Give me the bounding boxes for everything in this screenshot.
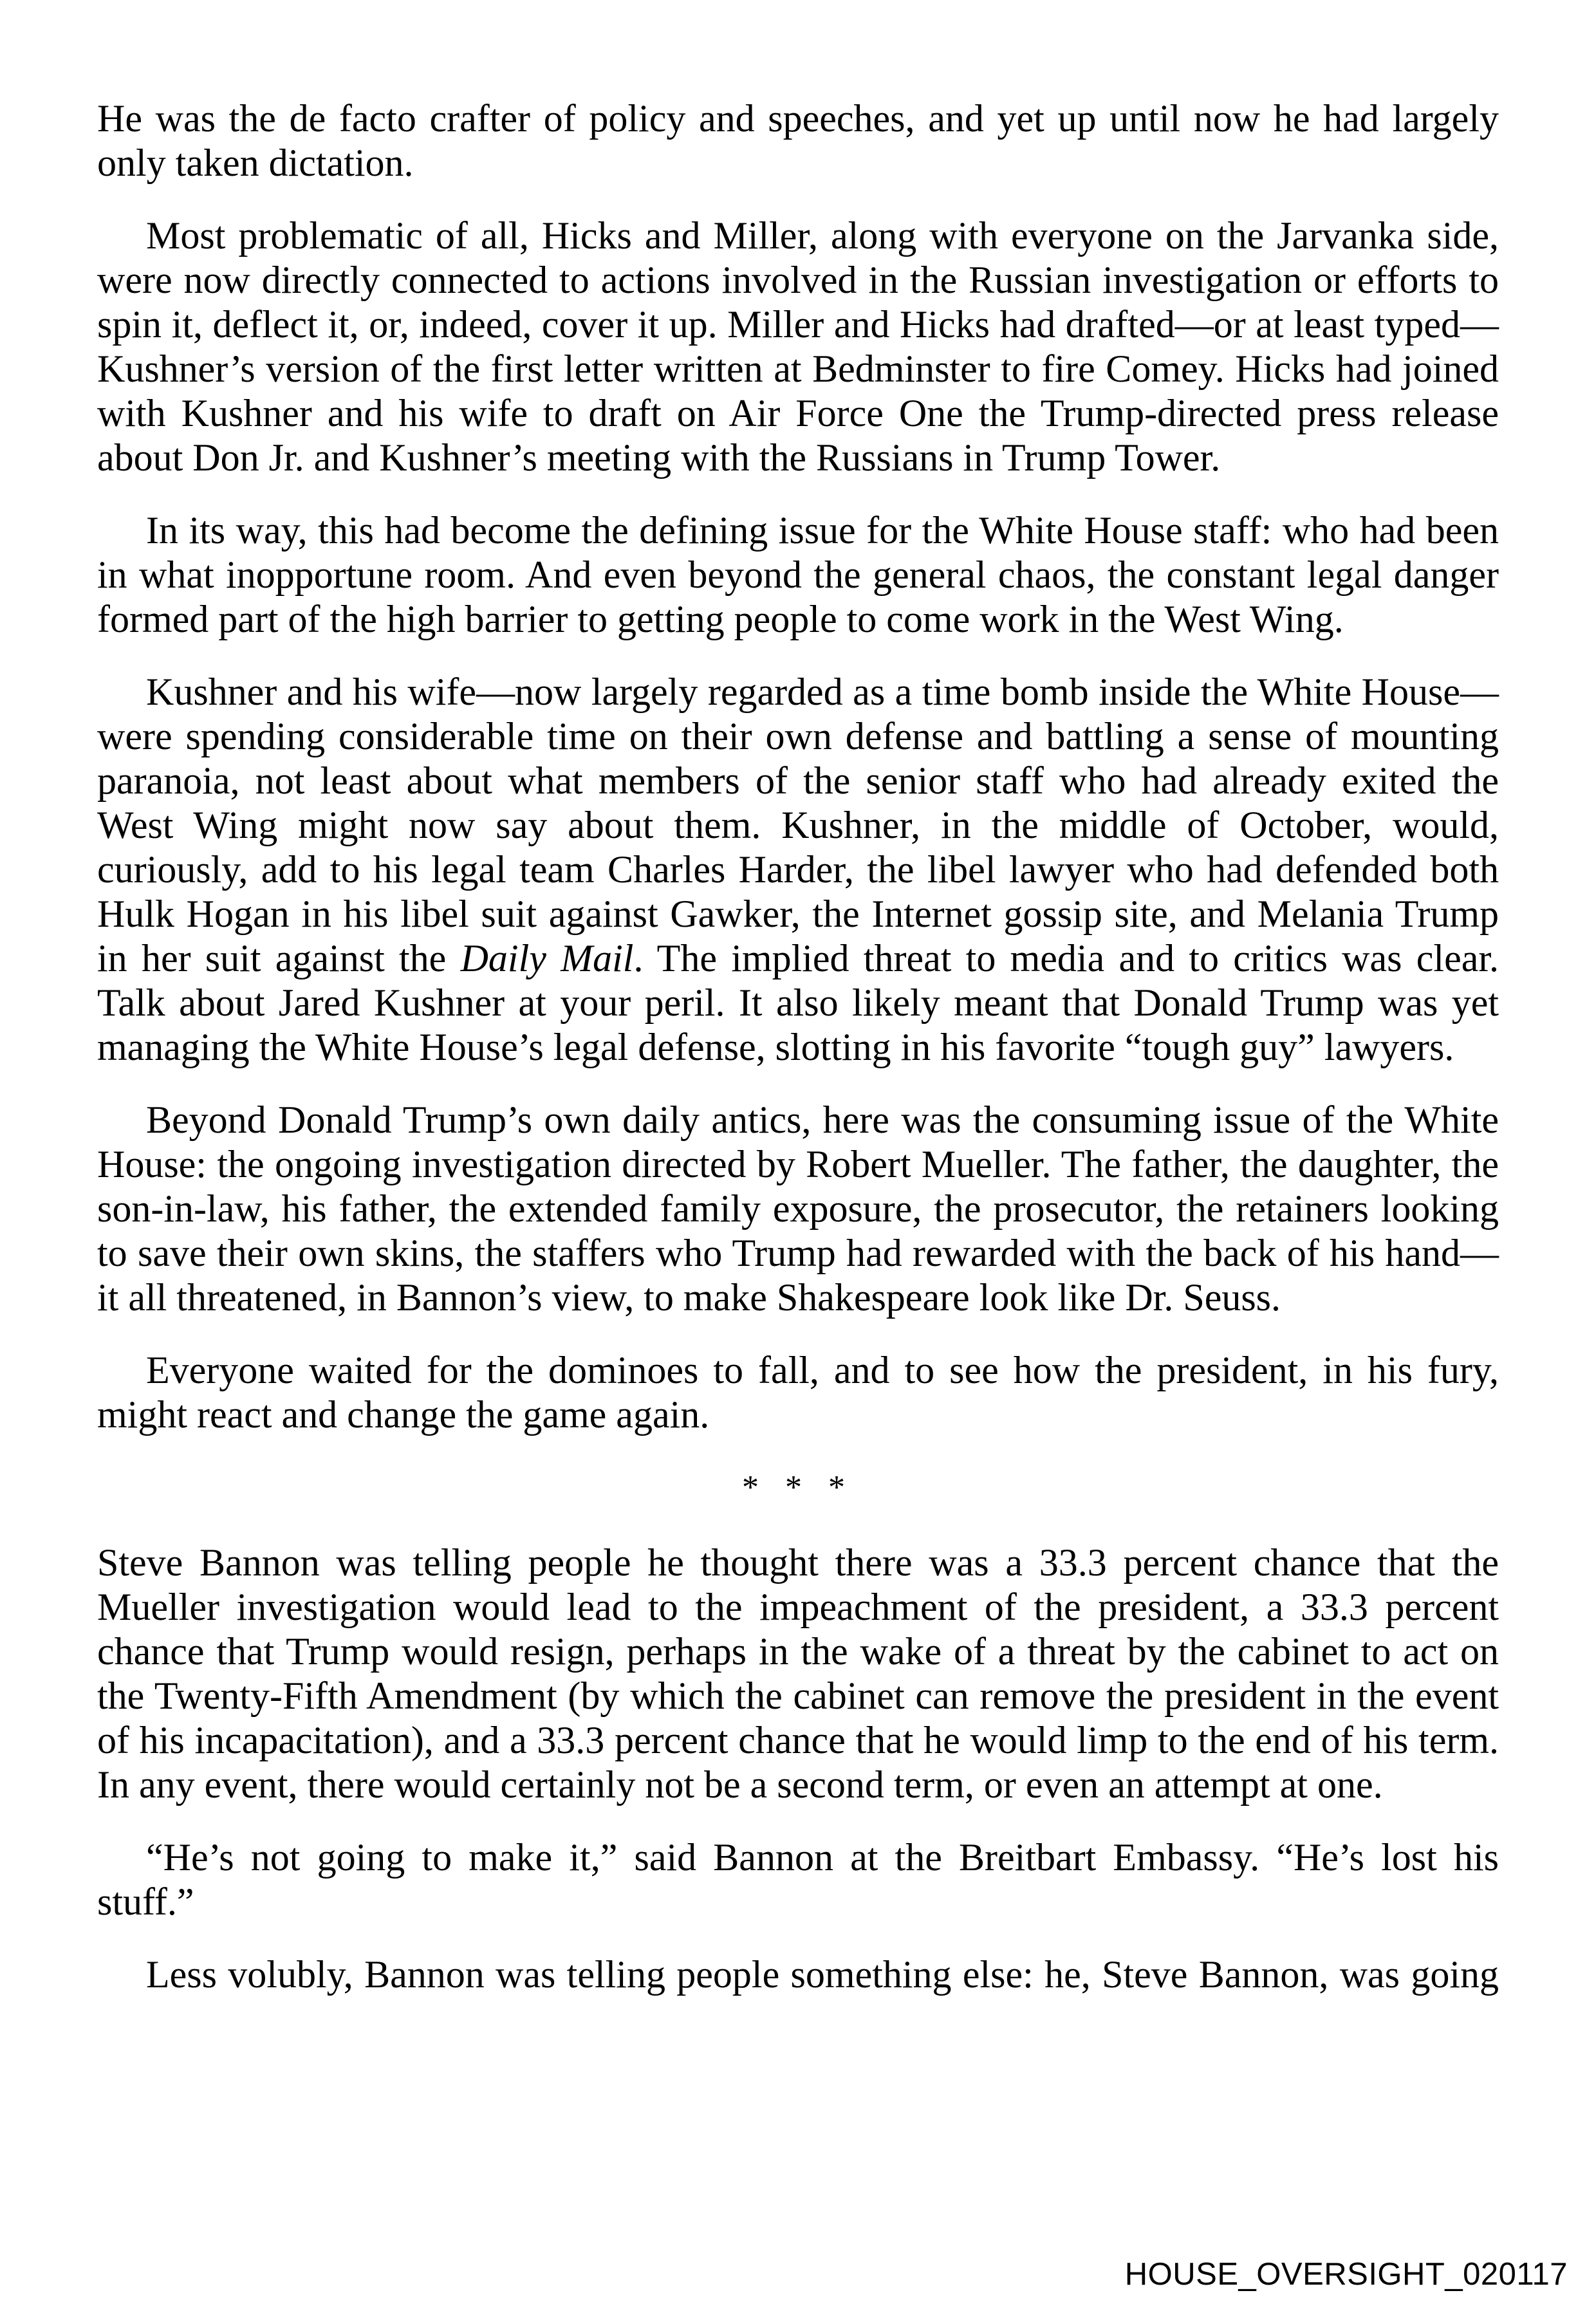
paragraph-6: Everyone waited for the dominoes to fall, and to see how the president, in his fury, might react and change the game again.: [97, 1349, 1499, 1436]
paragraph-1: He was the de facto crafter of policy and speeches, and yet up until now he had largely only taken dictation.: [97, 97, 1499, 184]
paragraph-7: Steve Bannon was telling people he thought there was a 33.3 percent chance that the Mueller investigation would lead to the impeachment of the president, a 33.3 percent chance that Trump would resign, perhaps in the wake of a threat by the cabinet to act on the Twenty-Fifth Amendment (by which the cabinet can remove the president in the event of his incapacitation), and a 33.3 percent chance that he would limp to the end of his term. In any event, there would certainly not be a second term, or even an attempt at one.: [97, 1541, 1499, 1806]
paragraph-4-text-before: Kushner and his wife—now largely regarded as a time bomb inside the White House—were spending considerable time on their own defense and battling a sense of mounting paranoia, not least about what members of the senior staff who had already exited the West Wing might now say about them. Kushner, in the middle of October, would, curiously, add to his legal team Charles Harder, the libel lawyer who had defended both Hulk Hogan in his libel suit against Gawker, the Internet gossip site, and Melania Trump in her suit against the: [97, 671, 1499, 979]
paragraph-5: Beyond Donald Trump’s own daily antics, here was the consuming issue of the White House: the ongoing investigation directed by Robert Mueller. The father, the daughter, the son-in-law, his father, the extended family exposure, the prosecutor, the retainers looking to save their own skins, the staffers who Trump had rewarded with the back of his hand—it all threatened, in Bannon’s view, to make Shakespeare look like Dr. Seuss.: [97, 1099, 1499, 1319]
paragraph-3: In its way, this had become the defining issue for the White House staff: who had been in what inopportune room. And even beyond the general chaos, the constant legal danger formed part of the high barrier to getting people to come work in the West Wing.: [97, 509, 1499, 640]
paragraph-9: Less volubly, Bannon was telling people something else: he, Steve Bannon, was going: [146, 1953, 1499, 1996]
paragraph-2: Most problematic of all, Hicks and Miller, along with everyone on the Jarvanka side, were now directly connected to actions involved in the Russian investigation or efforts to spin it, deflect it, or, indeed, cover it up. Miller and Hicks had drafted—or at least typed—Kushner’s version of the first letter written at Bedminster to fire Comey. Hicks had joined with Kushner and his wife to draft on Air Force One the Trump-directed press release about Don Jr. and Kushner’s meeting with the Russians in Trump Tower.: [97, 214, 1499, 479]
bates-stamp: HOUSE_OVERSIGHT_020117: [1124, 2257, 1568, 2292]
paragraph-4: [97, 670, 1499, 1070]
publication-title-daily-mail: Daily Mail: [460, 937, 634, 979]
document-page-body: [97, 97, 1499, 1997]
paragraph-8-quote: “He’s not going to make it,” said Bannon at the Breitbart Embassy. “He’s lost his stuff.”: [97, 1836, 1499, 1923]
section-break-asterisks: * * *: [742, 1469, 854, 1506]
paragraph-4-text-after: . The implied threat to media and to critics was clear. Talk about Jared Kushner at your peril. It also likely meant that Donald Trump was yet managing the White House’s legal defense, slotting in his favorite “tough guy” lawyers.: [97, 937, 1499, 1068]
